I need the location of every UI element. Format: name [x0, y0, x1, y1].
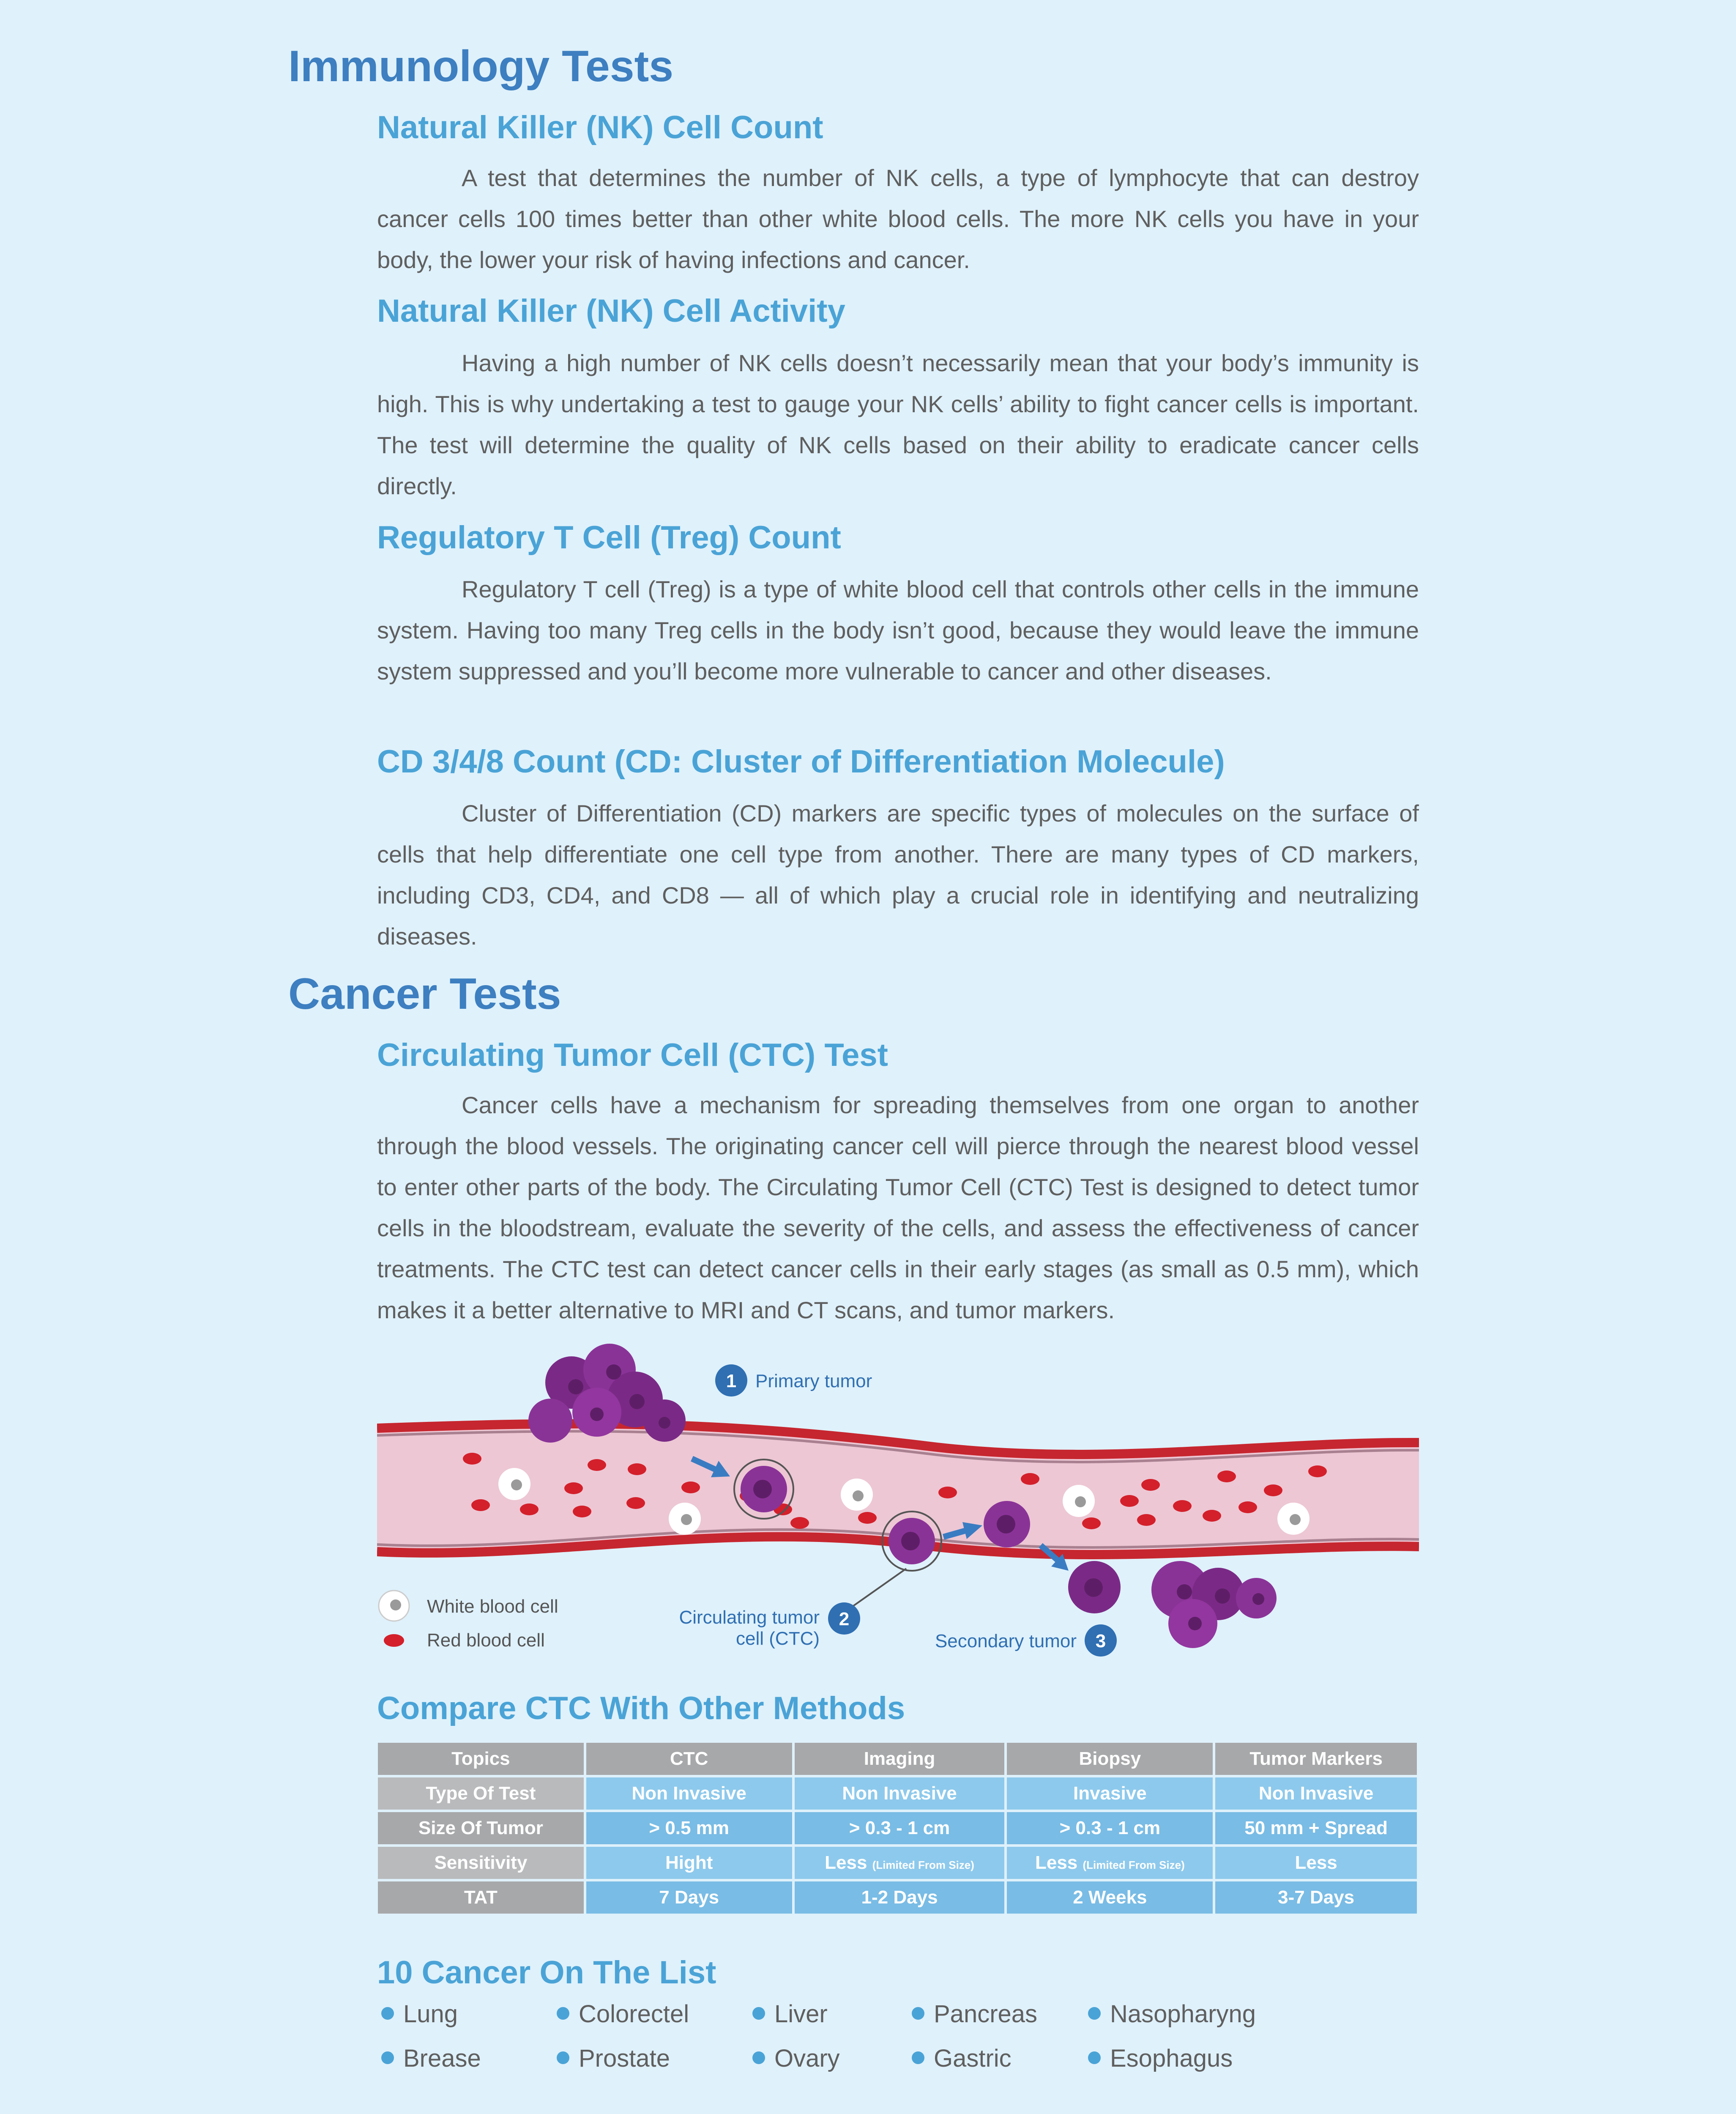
nk-count-heading: Natural Killer (NK) Cell Count — [377, 110, 823, 145]
header-ctc: CTC — [586, 1743, 792, 1775]
header-topics: Topics — [378, 1743, 584, 1775]
callout-ctc-line2: cell (CTC) — [736, 1628, 820, 1649]
callout-secondary-tumor: Secondary tumor — [935, 1631, 1077, 1651]
list-item-label: Prostate — [579, 2045, 670, 2072]
treg-heading: Regulatory T Cell (Treg) Count — [377, 520, 841, 556]
cd-body: Cluster of Differentiation (CD) markers are specific types of molecules on the surface of cells that help differentiate one cell type from another. There are many types of CD markers, including CD3, CD4, and CD8 — all of which play a crucial role in identifying and neutralizing diseases. — [377, 800, 1419, 950]
row-label: Size Of Tumor — [378, 1812, 584, 1844]
compare-table — [375, 1740, 1419, 1916]
bullet-icon — [1088, 2007, 1101, 2020]
table-cell: Non Invasive — [1215, 1777, 1417, 1810]
header-biopsy: Biopsy — [1007, 1743, 1213, 1775]
table-cell: Non Invasive — [795, 1777, 1005, 1810]
list-item — [752, 2000, 828, 2028]
row-label: TAT — [378, 1881, 584, 1914]
table-cell: 1-2 Days — [795, 1881, 1005, 1914]
table-cell: Invasive — [1007, 1777, 1213, 1810]
cell-value: Less — [825, 1852, 867, 1873]
header-imaging: Imaging — [795, 1743, 1005, 1775]
callout-3-number: 3 — [1095, 1631, 1106, 1651]
cell-note: (Limited From Size) — [872, 1859, 974, 1871]
callout-primary-tumor: Primary tumor — [755, 1371, 872, 1391]
list-item — [912, 2044, 1012, 2073]
table-row — [378, 1812, 1417, 1844]
bullet-icon — [1088, 2051, 1101, 2064]
cd-heading: CD 3/4/8 Count (CD: Cluster of Differentiation Molecule) — [377, 744, 1225, 780]
bullet-icon — [557, 2007, 569, 2020]
immunology-title: Immunology Tests — [288, 42, 674, 91]
table-cell: > 0.3 - 1 cm — [795, 1812, 1005, 1844]
table-cell — [1007, 1847, 1213, 1879]
table-cell: 2 Weeks — [1007, 1881, 1213, 1914]
bullet-icon — [381, 2051, 394, 2064]
header-tumor-markers: Tumor Markers — [1215, 1743, 1417, 1775]
ctc-diagram — [377, 1332, 1419, 1666]
cancer-title: Cancer Tests — [288, 969, 561, 1019]
table-cell: Non Invasive — [586, 1777, 792, 1810]
cell-value: Less — [1035, 1852, 1078, 1873]
callout-ctc-line1: Circulating tumor — [679, 1607, 820, 1628]
legend-red-cell-icon — [384, 1634, 404, 1647]
list-item-label: Pancreas — [934, 2000, 1038, 2028]
table-row — [378, 1881, 1417, 1914]
list-item-label: Liver — [774, 2000, 828, 2028]
compare-title: Compare CTC With Other Methods — [377, 1690, 905, 1726]
bullet-icon — [752, 2051, 765, 2064]
table-cell — [795, 1847, 1005, 1879]
treg-body: Regulatory T cell (Treg) is a type of white blood cell that controls other cells in the immune system. Having too many Treg cells in the body isn’t good, because they would leave the immune system suppressed and you’ll become more vulnerable to cancer and other diseases. — [377, 576, 1419, 685]
cell-value: Less — [1295, 1852, 1337, 1873]
table-cell: 50 mm + Spread — [1215, 1812, 1417, 1844]
legend-white-blood-cell: White blood cell — [427, 1596, 558, 1617]
ctc-body: Cancer cells have a mechanism for spreading themselves from one organ to another through the blood vessels. The originating cancer cell will pierce through the nearest blood vessel to enter other parts of the body. The Circulating Tumor Cell (CTC) Test is designed to detect tumor cells in the bloodstream, evaluate the severity of the cells, and assess the effectiveness of cancer treatments. The CTC test can detect cancer cells in their early stages (as small as 0.5 mm), which makes it a better alternative to MRI and CT scans, and tumor markers. — [377, 1092, 1419, 1323]
primary-tumor — [528, 1344, 686, 1443]
table-cell: > 0.5 mm — [586, 1812, 792, 1844]
cell-note: (Limited From Size) — [1083, 1859, 1185, 1871]
table-row — [378, 1847, 1417, 1879]
bullet-icon — [912, 2051, 924, 2064]
list-item-label: Lung — [403, 2000, 458, 2028]
ctc-heading: Circulating Tumor Cell (CTC) Test — [377, 1037, 888, 1073]
list-item-label: Colorectel — [579, 2000, 689, 2028]
list-item-label: Brease — [403, 2045, 481, 2072]
table-cell — [586, 1847, 792, 1879]
bullet-icon — [752, 2007, 765, 2020]
table-row — [378, 1777, 1417, 1810]
table-cell — [1215, 1847, 1417, 1879]
bullet-icon — [557, 2051, 569, 2064]
nk-activity-heading: Natural Killer (NK) Cell Activity — [377, 293, 845, 329]
list-item — [912, 2000, 1037, 2028]
bullet-icon — [381, 2007, 394, 2020]
table-header-row — [378, 1743, 1417, 1775]
list-item — [381, 2044, 481, 2073]
list-item — [1088, 2044, 1233, 2073]
list-item-label: Nasopharyng — [1110, 2000, 1256, 2028]
table-cell: > 0.3 - 1 cm — [1007, 1812, 1213, 1844]
list-item — [752, 2044, 840, 2073]
list-item — [1088, 2000, 1256, 2028]
legend-red-blood-cell: Red blood cell — [427, 1630, 545, 1651]
row-label: Sensitivity — [378, 1847, 584, 1879]
nk-count-body: A test that determines the number of NK cells, a type of lymphocyte that can destroy cancer cells 100 times better than other white blood cells. The more NK cells you have in your body, the lower your risk of having infections and cancer. — [377, 164, 1419, 273]
list-item-label: Gastric — [934, 2045, 1012, 2072]
list-item — [381, 2000, 458, 2028]
nk-activity-body: Having a high number of NK cells doesn’t necessarily mean that your body’s immunity is high. This is why undertaking a test to gauge your NK cells’ ability to fight cancer cells is important. The test will determine the quality of NK cells based on their ability to eradicate cancer cells directly. — [377, 350, 1419, 499]
row-label: Type Of Test — [378, 1777, 584, 1810]
list-item-label: Esophagus — [1110, 2045, 1233, 2072]
bullet-icon — [912, 2007, 924, 2020]
table-cell: 7 Days — [586, 1881, 792, 1914]
table-cell: 3-7 Days — [1215, 1881, 1417, 1914]
list-item — [557, 2044, 670, 2073]
callout-2-number: 2 — [839, 1609, 850, 1629]
list-item — [557, 2000, 689, 2028]
cancer-list-title: 10 Cancer On The List — [377, 1955, 716, 1991]
callout-1-number: 1 — [726, 1371, 737, 1391]
cell-value: Hight — [665, 1852, 713, 1873]
list-item-label: Ovary — [774, 2045, 840, 2072]
